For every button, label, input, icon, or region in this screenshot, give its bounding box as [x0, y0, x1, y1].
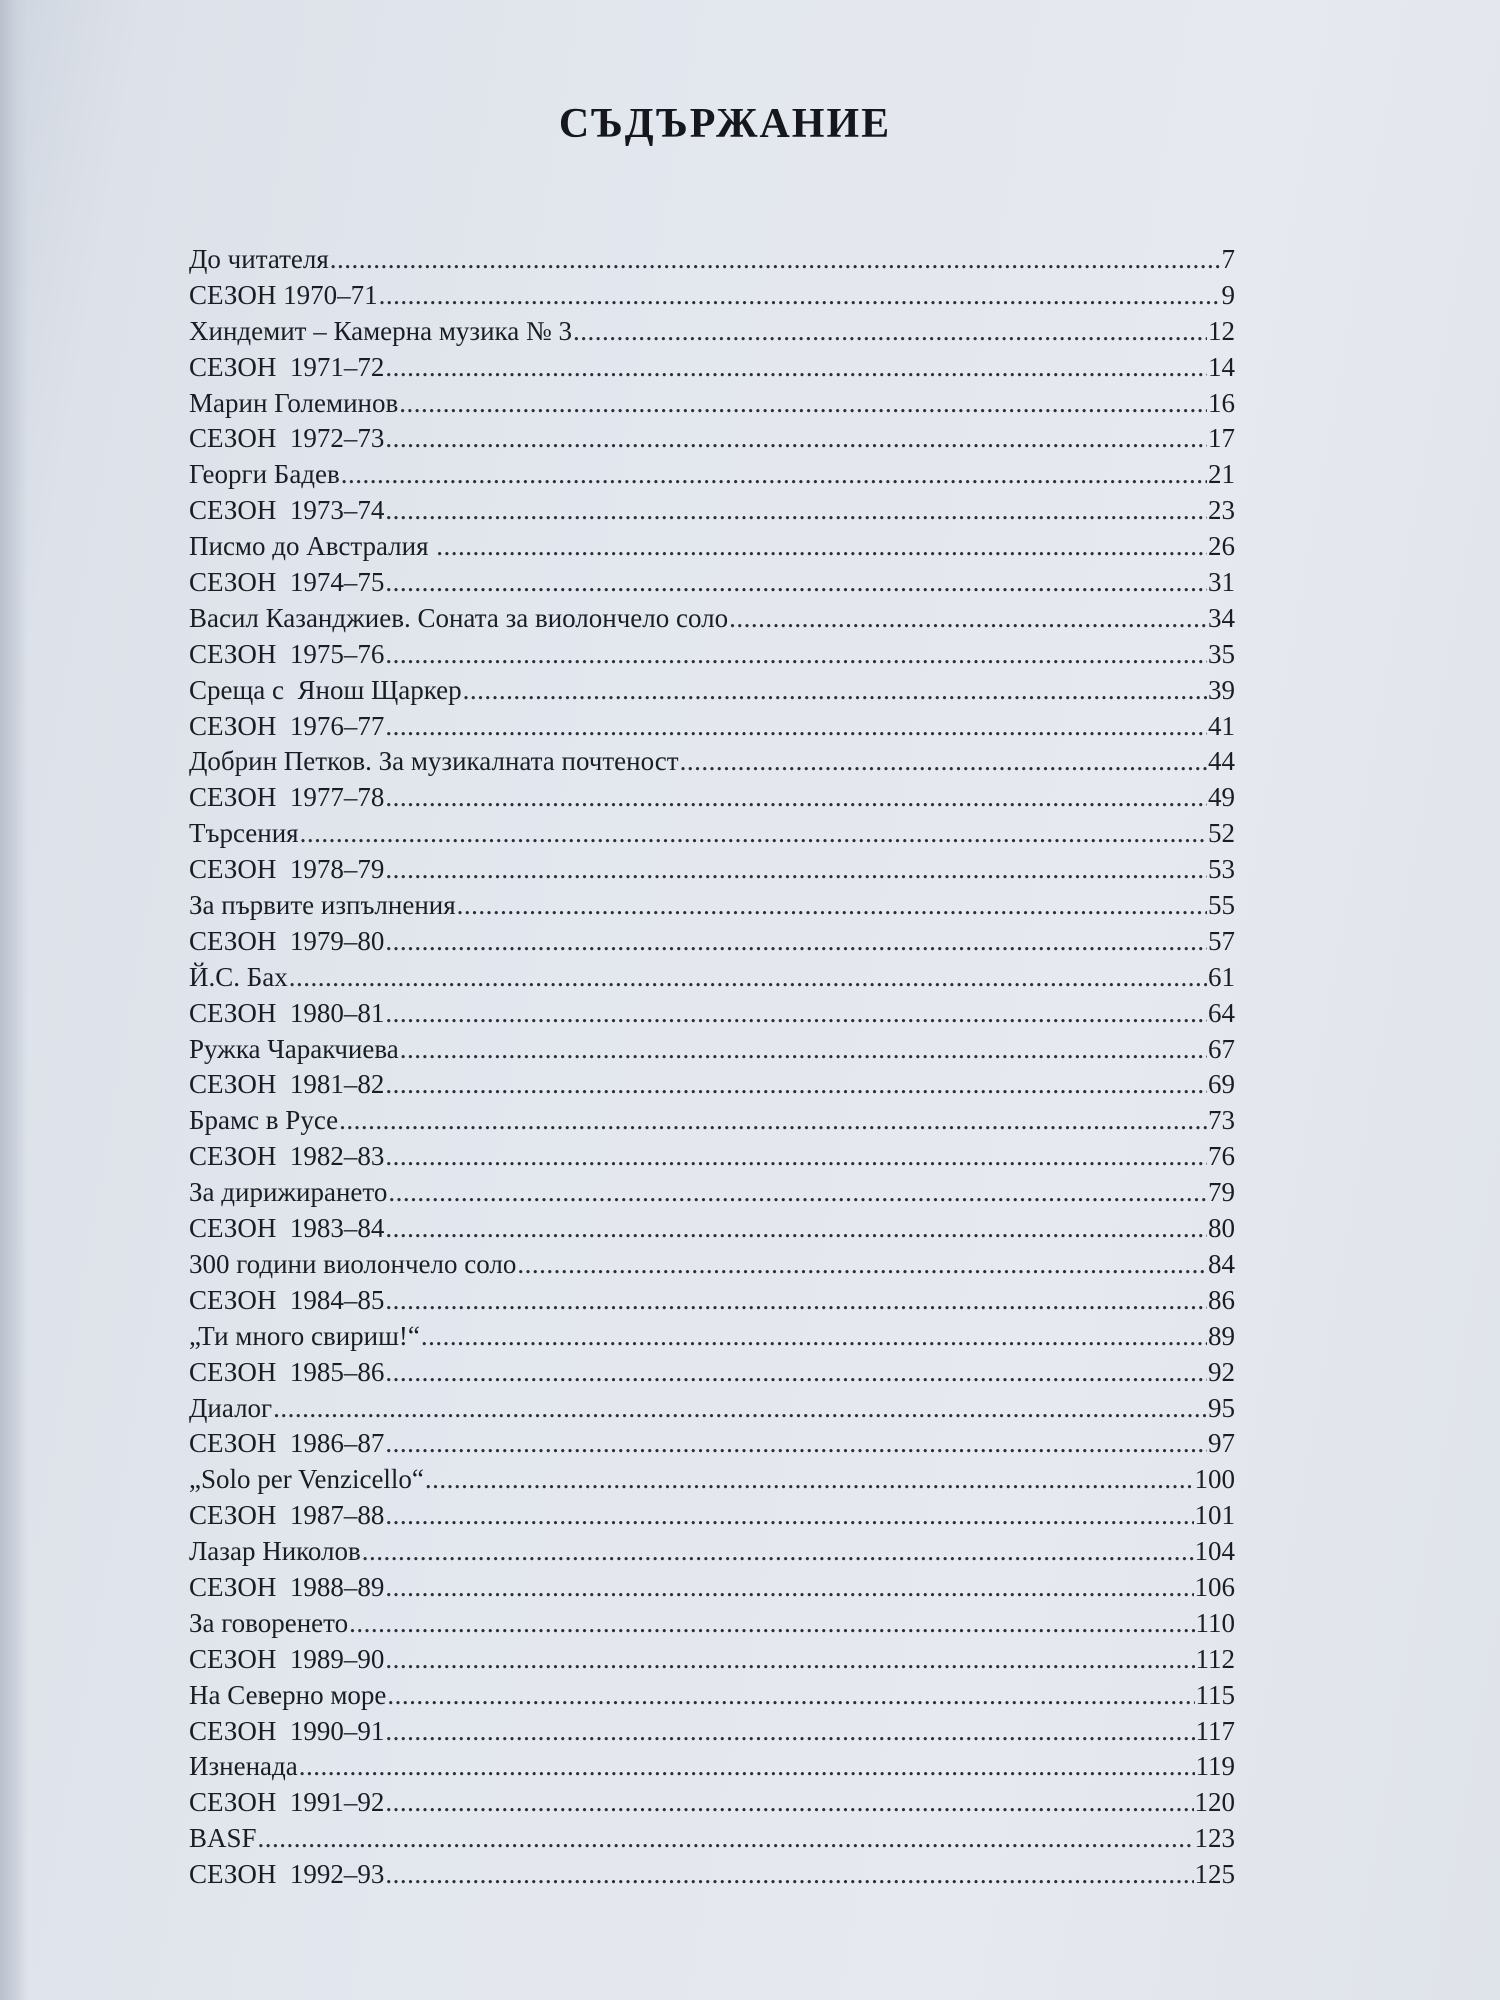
toc-dot-leader: [385, 1857, 1193, 1893]
toc-entry-page-number: 119: [1195, 1751, 1235, 1782]
toc-entry-page-number: 31: [1208, 567, 1235, 598]
toc-entry-label: За първите изпълнения: [189, 890, 456, 921]
toc-entry-page-number: 84: [1208, 1248, 1235, 1279]
toc-entry-page-number: 97: [1208, 1428, 1235, 1459]
page-title: СЪДЪРЖАНИЕ: [558, 101, 892, 147]
toc-entry-label: СЕЗОН 1992–93: [189, 1859, 385, 1890]
toc-entry: [189, 314, 1235, 350]
toc-dot-leader: [362, 1534, 1194, 1570]
toc-entry-label: Васил Казанджиев. Соната за виолончело соло: [189, 602, 729, 633]
toc-entry-label: Ружка Чаракчиева: [189, 1033, 399, 1064]
toc-entry-page-number: 110: [1195, 1607, 1235, 1638]
toc-entry-page-number: 89: [1208, 1320, 1235, 1351]
toc-entry-label: СЕЗОН 1974–75: [189, 567, 385, 598]
toc-entry: [189, 780, 1235, 816]
toc-entry-page-number: 57: [1208, 925, 1235, 956]
toc-entry: [189, 457, 1235, 493]
toc-dot-leader: [457, 888, 1207, 924]
toc-dot-leader: [349, 1606, 1194, 1642]
toc-dot-leader: [573, 314, 1207, 350]
toc-entry: [189, 744, 1235, 780]
toc-entry-page-number: 34: [1208, 602, 1235, 633]
toc-entry-label: СЕЗОН 1978–79: [189, 854, 385, 885]
toc-entry-page-number: 123: [1194, 1823, 1235, 1854]
toc-entry-page-number: 67: [1208, 1033, 1235, 1064]
toc-entry: [189, 1678, 1235, 1714]
toc-entry: [189, 996, 1235, 1032]
toc-dot-leader: [463, 673, 1207, 709]
toc-entry-page-number: 23: [1208, 495, 1235, 526]
toc-entry-page-number: 120: [1194, 1787, 1235, 1818]
toc-entry: [189, 1749, 1235, 1785]
toc-entry-page-number: 95: [1208, 1392, 1235, 1423]
toc-entry-label: Лазар Николов: [189, 1536, 361, 1567]
toc-dot-leader: [385, 1139, 1207, 1175]
toc-entry: [189, 1462, 1235, 1498]
toc-dot-leader: [388, 1175, 1207, 1211]
toc-entry-page-number: 73: [1208, 1105, 1235, 1136]
toc-entry-page-number: 9: [1221, 279, 1235, 310]
toc-entry: [189, 1857, 1235, 1893]
toc-dot-leader: [385, 1211, 1207, 1247]
toc-entry: [189, 1714, 1235, 1750]
toc-entry: [189, 1139, 1235, 1175]
toc-entry-label: СЕЗОН 1989–90: [189, 1643, 385, 1674]
toc-entry-label: СЕЗОН 1988–89: [189, 1571, 385, 1602]
toc-entry-label: BASF: [189, 1823, 257, 1854]
toc-entry: [189, 1067, 1235, 1103]
toc-entry: [189, 1175, 1235, 1211]
toc-entry-label: Марин Големинов: [189, 387, 399, 418]
toc-entry-label: Добрин Петков. За музикалната почтеност: [189, 746, 679, 777]
toc-entry-label: СЕЗОН 1973–74: [189, 495, 385, 526]
toc-entry-page-number: 26: [1208, 531, 1235, 562]
toc-entry-label: СЕЗОН 1977–78: [189, 782, 385, 813]
toc-entry-page-number: 112: [1195, 1643, 1235, 1674]
toc-dot-leader: [680, 744, 1207, 780]
toc-entry: [189, 601, 1235, 637]
toc-entry-page-number: 55: [1208, 890, 1235, 921]
table-of-contents: [189, 242, 1235, 1893]
toc-entry-label: СЕЗОН 1979–80: [189, 925, 385, 956]
toc-entry: [189, 529, 1235, 565]
toc-entry-page-number: 17: [1208, 423, 1235, 454]
toc-dot-leader: [385, 1067, 1207, 1103]
toc-entry: [189, 816, 1235, 852]
toc-dot-leader: [385, 493, 1207, 529]
toc-entry-label: СЕЗОН 1990–91: [189, 1715, 385, 1746]
toc-dot-leader: [385, 852, 1207, 888]
toc-dot-leader: [299, 1749, 1195, 1785]
toc-dot-leader: [385, 709, 1207, 745]
toc-entry-page-number: 39: [1208, 674, 1235, 705]
toc-entry: [189, 852, 1235, 888]
toc-entry-label: СЕЗОН 1987–88: [189, 1500, 385, 1531]
toc-entry: [189, 493, 1235, 529]
toc-dot-leader: [385, 1714, 1194, 1750]
toc-entry-page-number: 86: [1208, 1284, 1235, 1315]
toc-entry: [189, 1283, 1235, 1319]
toc-entry-label: 300 години виолончело соло: [189, 1248, 517, 1279]
toc-dot-leader: [517, 1247, 1207, 1283]
toc-entry: [189, 1032, 1235, 1068]
toc-dot-leader: [385, 1498, 1193, 1534]
toc-dot-leader: [339, 1103, 1207, 1139]
toc-entry-label: „Ти много свириш!“: [189, 1320, 420, 1351]
toc-entry: [189, 1785, 1235, 1821]
toc-entry-label: СЕЗОН 1976–77: [189, 710, 385, 741]
toc-dot-leader: [400, 1032, 1207, 1068]
toc-entry-label: СЕЗОН 1981–82: [189, 1069, 385, 1100]
toc-dot-leader: [399, 386, 1207, 422]
toc-entry-label: Георги Бадев: [189, 459, 340, 490]
toc-entry-label: СЕЗОН 1985–86: [189, 1356, 385, 1387]
toc-dot-leader: [385, 1283, 1207, 1319]
toc-entry: [189, 1498, 1235, 1534]
toc-entry: [189, 565, 1235, 601]
toc-entry-page-number: 115: [1195, 1679, 1235, 1710]
toc-entry-label: СЕЗОН 1972–73: [189, 423, 385, 454]
toc-entry-label: Диалог: [189, 1392, 273, 1423]
toc-entry: [189, 242, 1235, 278]
toc-dot-leader: [387, 1678, 1194, 1714]
toc-dot-leader: [341, 457, 1207, 493]
toc-dot-leader: [385, 637, 1207, 673]
toc-entry: [189, 386, 1235, 422]
toc-dot-leader: [385, 421, 1207, 457]
toc-entry-page-number: 92: [1208, 1356, 1235, 1387]
toc-entry-page-number: 125: [1194, 1859, 1235, 1890]
toc-dot-leader: [436, 529, 1207, 565]
toc-entry-page-number: 80: [1208, 1213, 1235, 1244]
toc-entry-label: Писмо до Австралия: [189, 531, 436, 562]
toc-entry-label: На Северно море: [189, 1679, 387, 1710]
toc-entry: [189, 1426, 1235, 1462]
toc-entry-page-number: 106: [1194, 1571, 1235, 1602]
toc-entry-page-number: 69: [1208, 1069, 1235, 1100]
toc-entry: [189, 1570, 1235, 1606]
toc-entry: [189, 888, 1235, 924]
toc-dot-leader: [385, 996, 1207, 1032]
toc-entry: [189, 1534, 1235, 1570]
toc-entry: [189, 1319, 1235, 1355]
toc-entry-label: Й.С. Бах: [189, 961, 288, 992]
toc-dot-leader: [300, 816, 1207, 852]
toc-entry: [189, 278, 1235, 314]
toc-entry-label: СЕЗОН 1984–85: [189, 1284, 385, 1315]
toc-dot-leader: [289, 960, 1207, 996]
page-gutter-shadow: [0, 0, 28, 2000]
toc-entry-page-number: 14: [1208, 351, 1235, 382]
toc-entry-label: Хиндемит – Камерна музика № 3: [189, 315, 572, 346]
toc-dot-leader: [385, 924, 1207, 960]
toc-dot-leader: [385, 1426, 1207, 1462]
toc-entry: [189, 924, 1235, 960]
toc-entry: [189, 960, 1235, 996]
toc-dot-leader: [258, 1821, 1194, 1857]
toc-entry: [189, 637, 1235, 673]
toc-entry-page-number: 64: [1208, 997, 1235, 1028]
toc-entry: [189, 1211, 1235, 1247]
toc-entry-label: СЕЗОН 1982–83: [189, 1141, 385, 1172]
toc-entry-page-number: 76: [1208, 1141, 1235, 1172]
toc-entry-label: Изненада: [189, 1751, 298, 1782]
toc-entry-page-number: 12: [1208, 315, 1235, 346]
toc-dot-leader: [385, 565, 1207, 601]
toc-entry-page-number: 44: [1208, 746, 1235, 777]
toc-dot-leader: [425, 1462, 1194, 1498]
toc-entry-label: Търсения: [189, 818, 299, 849]
toc-entry: [189, 1391, 1235, 1427]
toc-entry-page-number: 61: [1208, 961, 1235, 992]
toc-entry: [189, 1606, 1235, 1642]
toc-dot-leader: [330, 242, 1221, 278]
toc-entry: [189, 1821, 1235, 1857]
toc-entry-page-number: 104: [1194, 1536, 1235, 1567]
toc-entry-page-number: 79: [1208, 1177, 1235, 1208]
toc-entry: [189, 1103, 1235, 1139]
toc-dot-leader: [385, 780, 1207, 816]
toc-entry: [189, 350, 1235, 386]
toc-dot-leader: [273, 1391, 1207, 1427]
toc-entry-label: За дирижирането: [189, 1177, 388, 1208]
toc-entry-page-number: 53: [1208, 854, 1235, 885]
toc-entry-label: СЕЗОН 1980–81: [189, 997, 385, 1028]
toc-entry-page-number: 21: [1208, 459, 1235, 490]
toc-entry-label: СЕЗОН 1971–72: [189, 351, 385, 382]
toc-entry-label: СЕЗОН 1970–71: [189, 279, 378, 310]
toc-entry-page-number: 101: [1194, 1500, 1235, 1531]
toc-entry-label: Среща с Янош Щаркер: [189, 674, 462, 705]
toc-entry: [189, 1355, 1235, 1391]
toc-entry-page-number: 41: [1208, 710, 1235, 741]
toc-entry-label: СЕЗОН 1986–87: [189, 1428, 385, 1459]
toc-dot-leader: [421, 1319, 1207, 1355]
toc-entry-label: „Solo per Venzicello“: [189, 1464, 424, 1495]
toc-entry-page-number: 100: [1194, 1464, 1235, 1495]
toc-dot-leader: [729, 601, 1207, 637]
toc-entry-label: СЕЗОН 1991–92: [189, 1787, 385, 1818]
toc-dot-leader: [385, 1642, 1194, 1678]
toc-entry: [189, 1642, 1235, 1678]
toc-dot-leader: [385, 1570, 1193, 1606]
toc-dot-leader: [385, 350, 1207, 386]
toc-entry-label: За говоренето: [189, 1607, 349, 1638]
toc-entry: [189, 1247, 1235, 1283]
toc-entry-label: СЕЗОН 1983–84: [189, 1213, 385, 1244]
toc-entry-label: До читателя: [189, 244, 329, 274]
toc-dot-leader: [379, 278, 1221, 314]
toc-entry: [189, 673, 1235, 709]
toc-entry-page-number: 49: [1208, 782, 1235, 813]
toc-entry-label: СЕЗОН 1975–76: [189, 638, 385, 669]
toc-entry-page-number: 35: [1208, 638, 1235, 669]
toc-dot-leader: [385, 1355, 1207, 1391]
toc-entry-page-number: 7: [1221, 244, 1235, 274]
toc-entry-page-number: 16: [1208, 387, 1235, 418]
toc-dot-leader: [385, 1785, 1193, 1821]
toc-entry-page-number: 52: [1208, 818, 1235, 849]
toc-entry: [189, 709, 1235, 745]
toc-entry-label: Брамс в Русе: [189, 1105, 339, 1136]
toc-entry-page-number: 117: [1195, 1715, 1235, 1746]
toc-entry: [189, 421, 1235, 457]
